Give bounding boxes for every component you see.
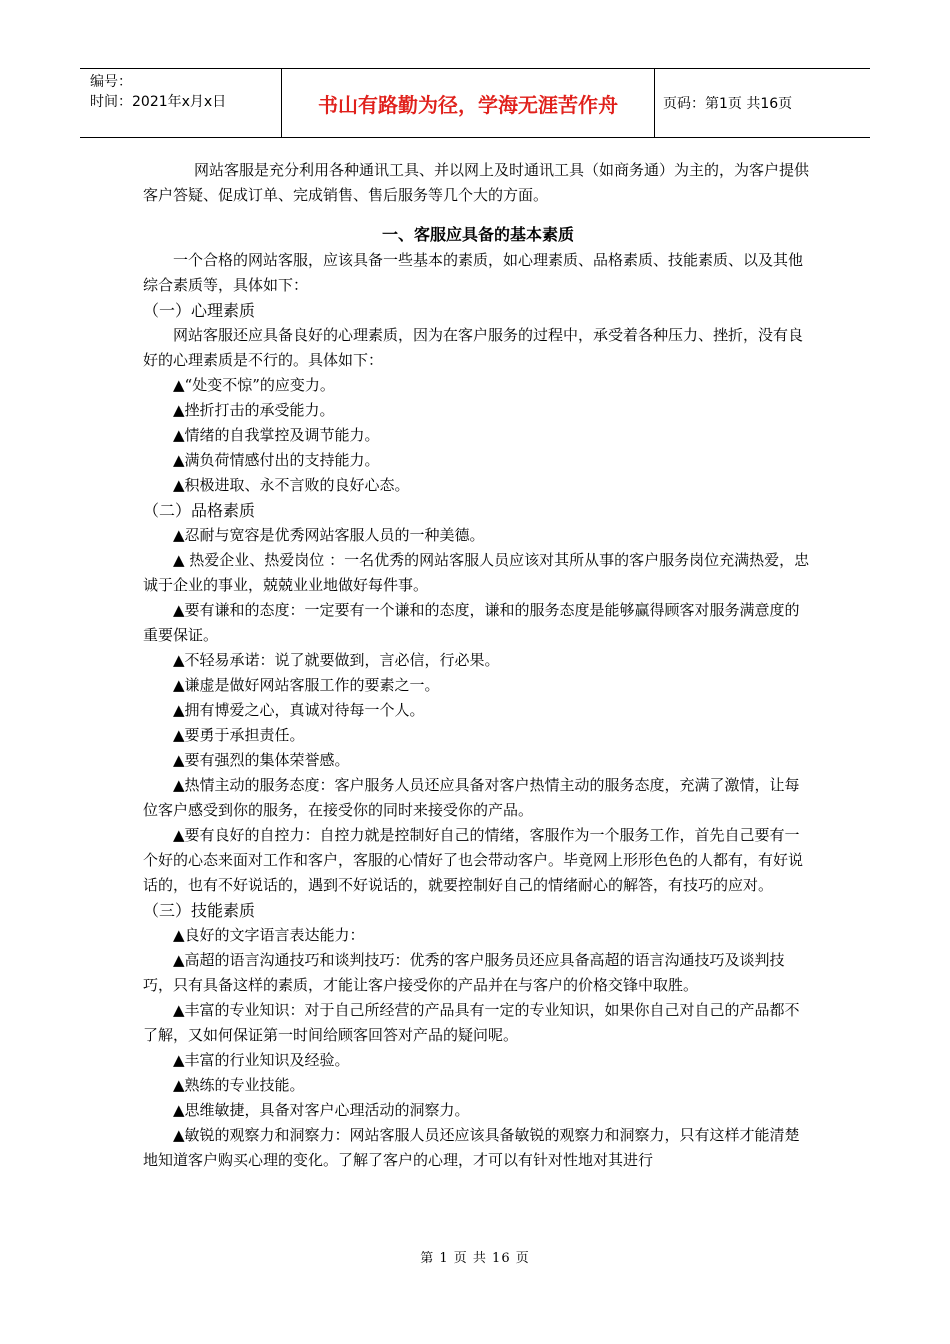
list-item: ▲情绪的自我掌控及调节能力。	[173, 426, 380, 444]
list-item: ▲满负荷情感付出的支持能力。	[173, 451, 380, 469]
subsection-title-character: （二）品格素质	[143, 501, 256, 520]
intro-paragraph: 网站客服是充分利用各种通讯工具、并以网上及时通讯工具（如商务通）为主的，为客户提供客户答疑、促成订单、完成销售、售后服务等几个大的方面。	[143, 161, 810, 204]
list-item: ▲要勇于承担责任。	[173, 726, 305, 744]
list-item: ▲热情主动的服务态度：客户服务人员还应具备对客户热情主动的服务态度，充满了激情，让每位客户感受到你的服务，在接受你的同时来接受你的产品。	[143, 776, 800, 819]
header-motto: 书山有路勤为径，学海无涯苦作舟	[318, 92, 618, 117]
header-meta	[80, 69, 282, 137]
list-item: ▲谦虚是做好网站客服工作的要素之一。	[173, 676, 440, 694]
subsection-title-skill: （三）技能素质	[143, 901, 256, 920]
header-page-code: 页码：第1页 共16页	[663, 96, 793, 112]
list-item: ▲良好的文字语言表达能力：	[173, 926, 365, 944]
list-item: ▲不轻易承诺：说了就要做到，言必信，行必果。	[173, 651, 500, 669]
document-body	[143, 158, 813, 1173]
header-page-code-cell	[655, 69, 870, 137]
document-date-label: 时间：2021年x月x日	[90, 94, 227, 110]
list-item: ▲ 热爱企业、热爱岗位 ：一名优秀的网站客服人员应该对其所从事的客户服务岗位充满热爱，忠诚于企业的事业，兢兢业业地做好每件事。	[143, 551, 810, 594]
psych-lead: 网站客服还应具备良好的心理素质，因为在客户服务的过程中，承受着各种压力、挫折，没有良好的心理素质是不行的。具体如下：	[143, 326, 804, 369]
list-item: ▲拥有博爱之心，真诚对待每一个人。	[173, 701, 425, 719]
page-footer: 第 1 页 共 16 页	[420, 1251, 530, 1266]
list-item: ▲挫折打击的承受能力。	[173, 401, 335, 419]
document-number-label: 编号：	[90, 74, 132, 90]
list-item: ▲熟练的专业技能。	[173, 1076, 305, 1094]
list-item: ▲要有良好的自控力：自控力就是控制好自己的情绪，客服作为一个服务工作，首先自己要有一个好的心态来面对工作和客户，客服的心情好了也会带动客户。毕竟网上形形色色的人都有，有好说话的，也有不好说话的，遇到不好说话的，就要控制好自己的情绪耐心的解答，有技巧的应对。	[143, 826, 804, 894]
header-motto-cell	[282, 69, 655, 137]
list-item: ▲“处变不惊”的应变力。	[173, 376, 335, 394]
list-item: ▲高超的语言沟通技巧和谈判技巧：优秀的客户服务员还应具备高超的语言沟通技巧及谈判技巧，只有具备这样的素质，才能让客户接受你的产品并在与客户的价格交锋中取胜。	[143, 951, 785, 994]
document-header	[80, 68, 870, 138]
subsection-title-psych: （一）心理素质	[143, 301, 256, 320]
list-item: ▲要有强烈的集体荣誉感。	[173, 751, 350, 769]
section-lead: 一个合格的网站客服，应该具备一些基本的素质，如心理素质、品格素质、技能素质、以及其他综合素质等，具体如下：	[143, 251, 804, 294]
list-item: ▲忍耐与宽容是优秀网站客服人员的一种美德。	[173, 526, 485, 544]
list-item: ▲敏锐的观察力和洞察力：网站客服人员还应该具备敏锐的观察力和洞察力，只有这样才能清楚地知道客户购买心理的变化。了解了客户的心理，才可以有针对性地对其进行	[143, 1126, 800, 1169]
section-title: 一、客服应具备的基本素质	[381, 225, 574, 244]
list-item: ▲要有谦和的态度：一定要有一个谦和的态度，谦和的服务态度是能够赢得顾客对服务满意度的重要保证。	[143, 601, 800, 644]
list-item: ▲丰富的行业知识及经验。	[173, 1051, 350, 1069]
list-item: ▲积极进取、永不言败的良好心态。	[173, 476, 410, 494]
list-item: ▲思维敏捷，具备对客户心理活动的洞察力。	[173, 1101, 470, 1119]
list-item: ▲丰富的专业知识：对于自己所经营的产品具有一定的专业知识，如果你自己对自己的产品都不了解，又如何保证第一时间给顾客回答对产品的疑问呢。	[143, 1001, 800, 1044]
